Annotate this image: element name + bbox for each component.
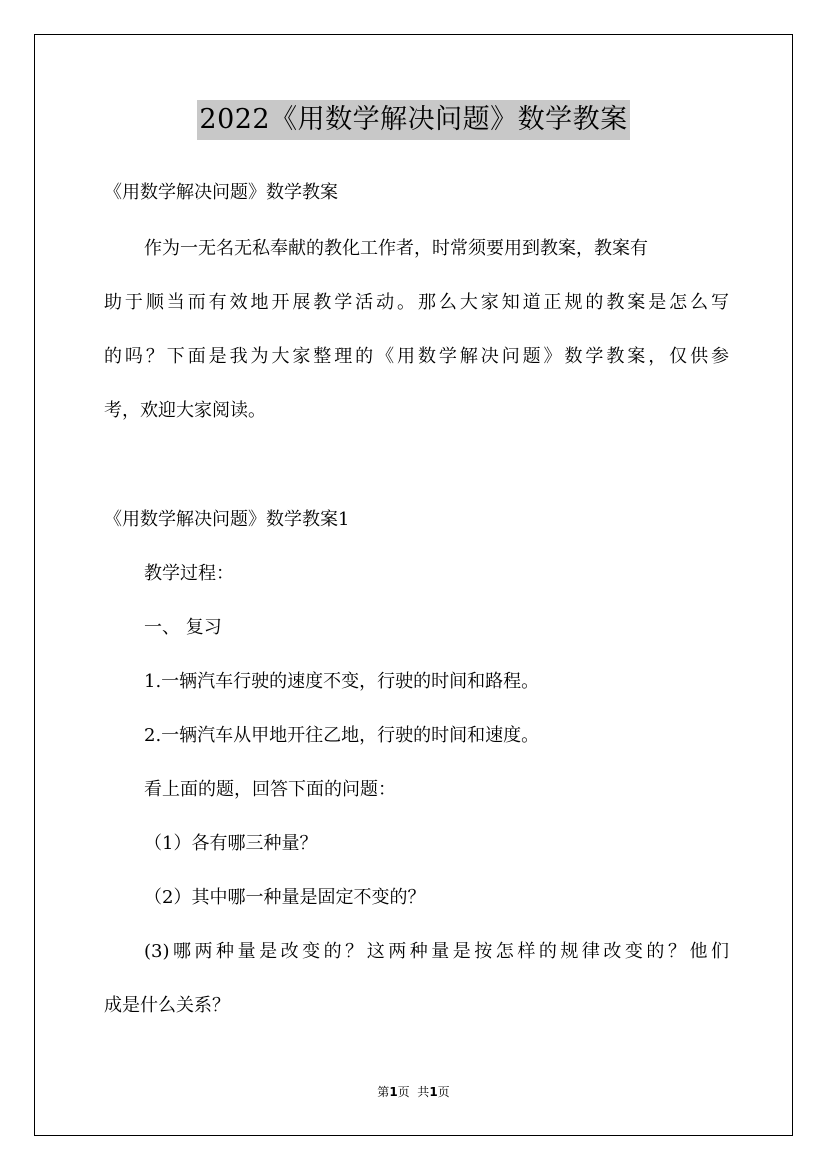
question-prompt: 看上面的题，回答下面的问题： (144, 779, 396, 800)
intro-paragraph-line: 作为一无名无私奉献的教化工作者，时常须要用到教案，教案有 (144, 238, 648, 259)
footer-total-suffix: 页 (437, 1085, 450, 1099)
process-label: 教学过程： (144, 563, 234, 584)
intro-paragraph-line: 的吗？下面是我为大家整理的《用数学解决问题》数学教案，仅供参 (104, 346, 729, 367)
review-item: 1.一辆汽车行驶的速度不变，行驶的时间和路程。 (144, 671, 540, 692)
total-pages-number: 1 (429, 1085, 438, 1099)
review-heading: 一、 复习 (144, 617, 222, 638)
intro-paragraph-line: 考，欢迎大家阅读。 (104, 400, 266, 421)
title-container (0, 100, 827, 140)
document-title: 2022《用数学解决问题》数学教案 (197, 100, 629, 140)
question-item: (3)哪两种量是改变的？这两种量是按怎样的规律改变的？他们 (144, 941, 729, 962)
question-item: （1）各有哪三种量？ (144, 833, 318, 854)
footer-page-suffix: 页 共 (397, 1085, 430, 1099)
question-item: （2）其中哪一种量是固定不变的？ (144, 887, 426, 908)
intro-paragraph-line: 助于顺当而有效地开展教学活动。那么大家知道正规的教案是怎么写 (104, 292, 729, 313)
page-footer (0, 1084, 827, 1100)
intro-heading: 《用数学解决问题》数学教案 (104, 182, 338, 203)
current-page-number: 1 (389, 1085, 398, 1099)
review-item: 2.一辆汽车从甲地开往乙地，行驶的时间和速度。 (144, 725, 540, 746)
section-heading: 《用数学解决问题》数学教案1 (104, 509, 350, 530)
footer-prefix: 第 (377, 1085, 390, 1099)
question-item-continuation: 成是什么关系？ (104, 995, 230, 1016)
